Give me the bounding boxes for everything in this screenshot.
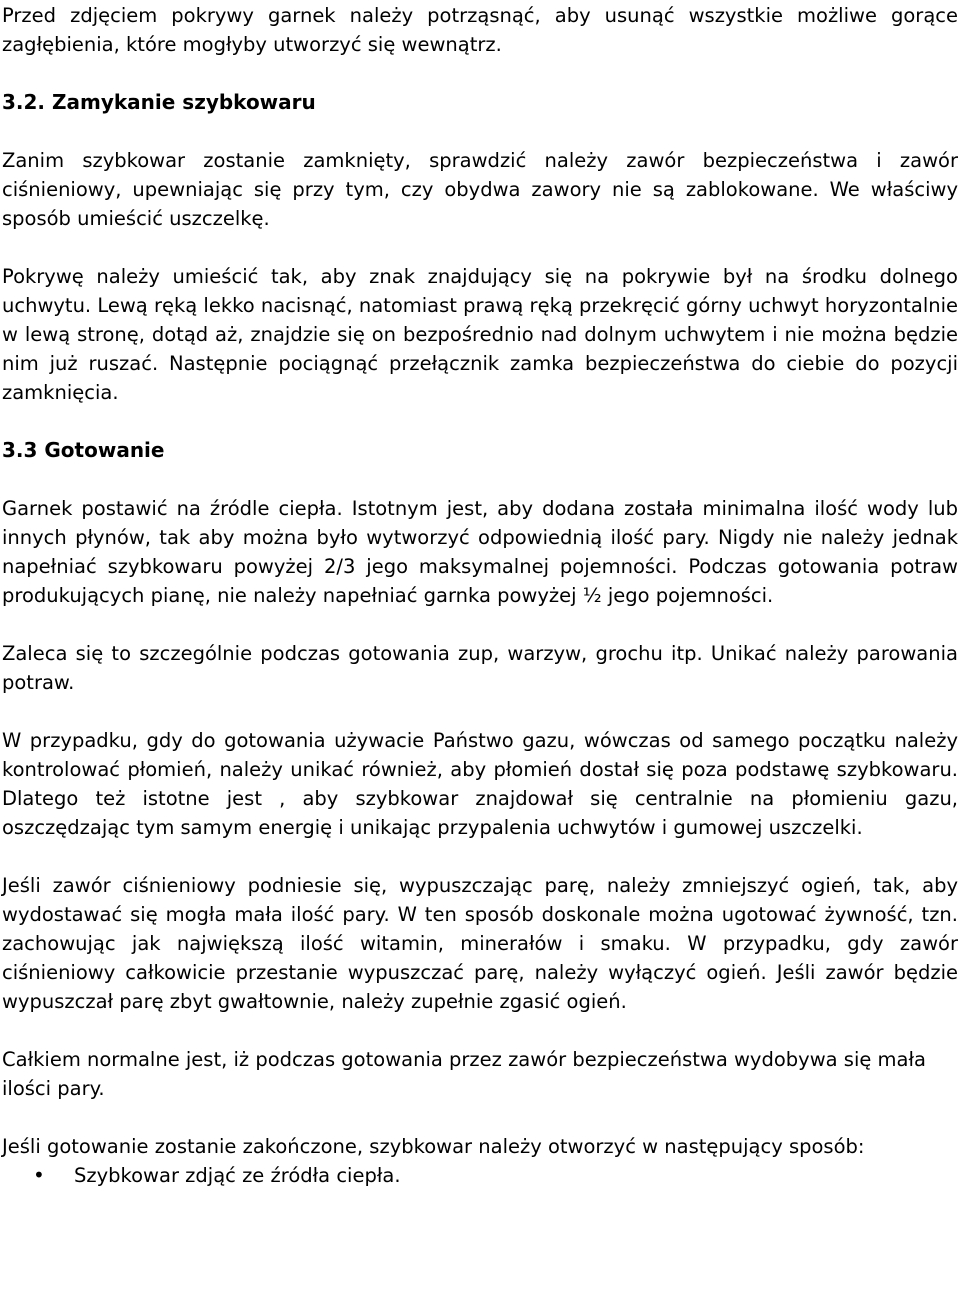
section-heading-3-3: 3.3 Gotowanie <box>2 438 165 462</box>
paragraph-cooking-finish: Jeśli gotowanie zostanie zakończone, szybkowar należy otworzyć w następujący sposób: <box>2 1135 865 1158</box>
list-item-text: Szybkowar zdjąć ze źródła ciepła. <box>74 1164 401 1187</box>
intro-paragraph: Przed zdjęciem pokrywy garnek należy potrząsnąć, aby usunąć wszystkie możliwe gorące zagłębienia, które mogłyby utworzyć się wewnątrz. <box>2 4 958 56</box>
paragraph-cooking-recommend: Zaleca się to szczególnie podczas gotowania zup, warzyw, grochu itp. Unikać należy parowania potraw. <box>2 642 958 694</box>
paragraph-closing-check: Zanim szybkowar zostanie zamknięty, sprawdzić należy zawór bezpieczeństwa i zawór ciśnieniowy, upewniając się przy tym, czy obydwa zawory nie są zablokowane. We właściwy sposób umieścić uszczelkę. <box>2 149 958 230</box>
paragraph-cooking-gas: W przypadku, gdy do gotowania używacie Państwo gazu, wówczas od samego początku należy kontrolować płomień, należy unikać również, aby płomień dostał się poza podstawę szybkowaru. Dlatego też istotne jest , aby szybkowar znajdował się centralnie na płomieniu gazu, oszczędzając tym samym energię i unikając przypalenia uchwytów i gumowej uszczelki. <box>2 729 958 839</box>
bullet-list <box>0 1161 960 1190</box>
paragraph-cooking-valve: Jeśli zawór ciśnieniowy podniesie się, wypuszczając parę, należy zmniejszyć ogień, tak, aby wydostawać się mogła mała ilość pary. W ten sposób doskonale można ugotować żywność, tzn. zachowując jak największą ilość witamin, minerałów i smaku. W przypadku, gdy zawór ciśnieniowy całkowicie przestanie wypuszczać parę, należy wyłączyć ogień. Jeśli zawór będzie wypuszczał parę zbyt gwałtownie, należy zupełnie zgasić ogień. <box>2 874 958 1013</box>
list-item <box>0 1161 960 1190</box>
section-heading-3-2: 3.2. Zamykanie szybkowaru <box>2 90 316 114</box>
bullet-icon: • <box>33 1163 45 1187</box>
paragraph-cooking-steam: Całkiem normalne jest, iż podczas gotowania przez zawór bezpieczeństwa wydobywa się mała ilości pary. <box>2 1048 926 1100</box>
paragraph-closing-lid: Pokrywę należy umieścić tak, aby znak znajdujący się na pokrywie był na środku dolnego uchwytu. Lewą ręką lekko nacisnąć, natomiast prawą ręką przekręcić górny uchwyt horyzontalnie w lewą stronę, dotąd aż, znajdzie się on bezpośrednio nad dolnym uchwytem i nie można będzie nim już ruszać. Następnie pociągnąć przełącznik zamka bezpieczeństwa do ciebie do pozycji zamknięcia. <box>2 265 959 404</box>
paragraph-cooking-fill: Garnek postawić na źródle ciepła. Istotnym jest, aby dodana została minimalna ilość wody lub innych płynów, tak aby można było wytworzyć odpowiednią ilość pary. Nigdy nie należy jednak napełniać szybkowaru powyżej 2/3 jego maksymalnej pojemności. Podczas gotowania potraw produkujących pianę, nie należy napełniać garnka powyżej ½ jego pojemności. <box>2 497 958 607</box>
